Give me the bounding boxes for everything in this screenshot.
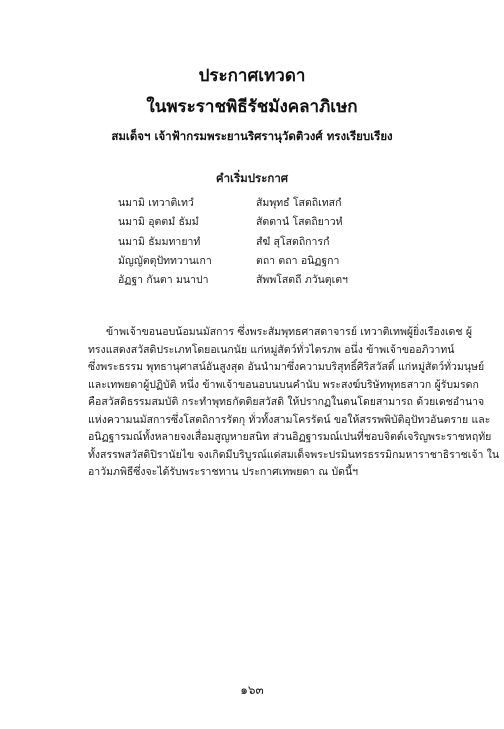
title-ceremony: ในพระราชพิธีรัชมังคลาภิเษก xyxy=(146,97,358,117)
paragraph-line: ทั้งสรรพสวัสดิปิรานัยไข จงเกิดมีบริบูรณ์แด่สมเด็จพระปรมินทรธรรมิกมหาราชาธิราชเจ้า ใน xyxy=(88,448,500,461)
paragraph-line: ข้าพเจ้าขอนอบน้อมนมัสการ ซึ่งพระสัมพุทธศาสดาจารย์ เทวาติเทพผู้ยิ่งเรืองเดช ผู้ xyxy=(106,326,472,338)
paragraph-line: ซึ่งพระธรรม พุทธานุศาสน์อันสูงสุด อันนำมาซึ่งความบริสุทธิ์ศิริสวัสดิ์ แก่หมู่สัตว์ทั่วมนุษย์ xyxy=(88,361,485,373)
verse-left: นมามิ ธัมมทายาทํ xyxy=(118,236,201,248)
verse-left: นมามิ เทวาติเทวํ xyxy=(118,197,194,209)
verse-left: นมามิ อุตตมํ ธัมมํ xyxy=(118,216,199,228)
paragraph-line: ทรงแสดงสวัสดิประเภทโดยอเนกนัย แก่หมู่สัตว์ทั่วไตรภพ อนึ่ง ข้าพเจ้าขออภิวาทน์ xyxy=(88,343,455,356)
verse-right: สัพพโสตถี ภวันตุเตฯ xyxy=(256,274,348,286)
title-announcement: ประกาศเทวดา xyxy=(198,66,306,86)
paragraph-line: คือสวัสดิธรรมสมบัติ กระทำพุทธกัตติยสวัสดิ ให้ปรากฏในตนโดยสามารถ ด้วยเดชอำนาจ xyxy=(88,396,485,408)
author-line: สมเด็จฯ เจ้าฟ้ากรมพระยานริศรานุวัดติวงศ์ ทรงเรียบเรียง xyxy=(111,129,393,143)
verse-left: มัญญัตตุปัททวานเกา xyxy=(118,255,212,267)
paragraph-line: อาวัมภพิธีซึ่งจะได้รับพระราชทาน ประกาศเทพยดา ณ บัดนี้ฯ xyxy=(88,466,359,478)
page-number: ๑๖๓ xyxy=(240,683,264,697)
verse-right: สัตตานํ โสตถิยาวหํ xyxy=(256,216,343,228)
paragraph-line: อนิฏฐารมณ์ทั้งหลายจงเสื่อมสูญหายสนิท ส่วนอิฏฐารมณ์เปนที่ชอบจิตต์เจริญพระราชหฤทัย xyxy=(88,431,492,443)
verse-right: สัมพุทธํ โสตถิเทสกํ xyxy=(256,197,342,209)
verse-left: อัฏฐา กันตา มนาปา xyxy=(118,274,209,286)
paragraph-line: และเทพยดาผู้ปฏิบัติ หนึ่ง ข้าพเจ้าขอนอบนบนคำนับ พระสงฆ์บริษัทพุทธสาวก ผู้รับมรดก xyxy=(88,378,479,391)
body-paragraph xyxy=(88,324,500,482)
paragraph-line: แห่งความนมัสการซึ่งโสตถิการรัตกุ ทั่วทั้งสามโครรัตน์ ขอให้สรรพพิบัติอุปัทวอันตราย และ xyxy=(88,413,491,426)
verse-right: สํฆํ สุโสตถิการกํ xyxy=(256,236,330,248)
section-title: คำเริ่มประกาศ xyxy=(215,171,289,185)
verse-right: ตถา ตถา อนิฏฐกา xyxy=(256,255,340,267)
